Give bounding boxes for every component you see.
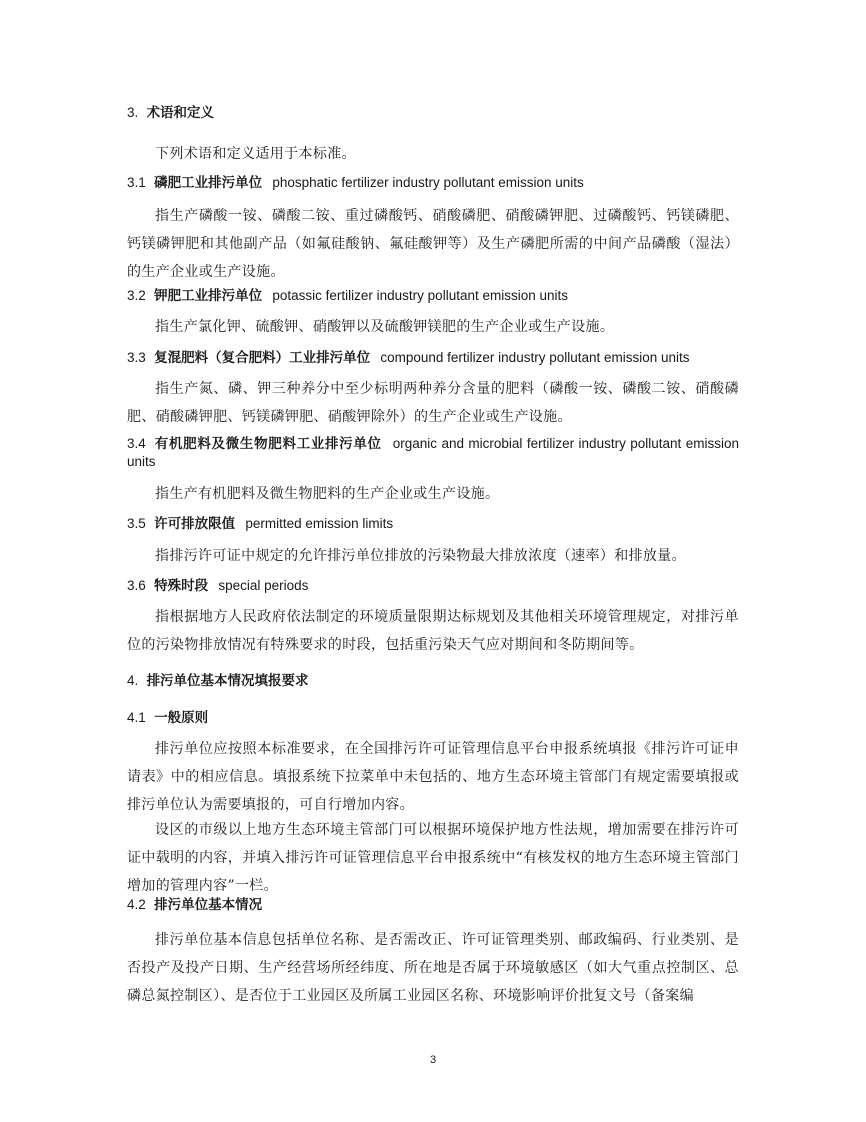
subsection-number: 4.1 (127, 710, 146, 725)
term-3-5-heading (127, 514, 739, 534)
term-3-1-definition: 指生产磷酸一铵、磷酸二铵、重过磷酸钙、硝酸磷肥、硝酸磷钾肥、过磷酸钙、钙镁磷肥、钙镁磷钾肥和其他副产品（如氟硅酸钠、氟硅酸钾等）及生产磷肥所需的中间产品磷酸（湿法）的生产企业或生产设施。 (127, 208, 739, 280)
term-en: potassic fertilizer industry pollutant emission units (272, 288, 569, 303)
subsection-4-2-heading (127, 895, 739, 915)
term-3-2-heading (127, 286, 739, 306)
page-number: 3 (429, 1054, 437, 1066)
term-cn: 磷肥工业排污单位 (154, 175, 263, 191)
subsection-title: 一般原则 (154, 710, 209, 726)
term-3-3-heading (127, 348, 739, 368)
section-title: 排污单位基本情况填报要求 (146, 673, 309, 689)
term-number: 3.1 (127, 175, 146, 190)
subsection-4-2-paragraph-1: 排污单位基本信息包括单位名称、是否需改正、许可证管理类别、邮政编码、行业类别、是否投产及投产日期、生产经营场所经纬度、所在地是否属于环境敏感区（如大气重点控制区、总磷总氮控制区）、是否位于工业园区及所属工业园区名称、环境影响评价批复文号（备案编 (127, 932, 739, 1004)
section-3-intro: 下列术语和定义适用于本标准。 (155, 146, 356, 162)
term-3-2-definition: 指生产氯化钾、硫酸钾、硝酸钾以及硫酸钾镁肥的生产企业或生产设施。 (155, 319, 615, 335)
term-number: 3.4 (127, 436, 146, 451)
term-3-4-definition: 指生产有机肥料及微生物肥料的生产企业或生产设施。 (155, 486, 500, 502)
term-cn: 钾肥工业排污单位 (154, 288, 263, 304)
section-title: 术语和定义 (146, 105, 215, 121)
term-3-1-heading (127, 173, 739, 193)
term-en: permitted emission limits (245, 516, 394, 531)
term-3-5-definition: 指排污许可证中规定的允许排污单位排放的污染物最大排放浓度（速率）和排放量。 (155, 548, 686, 564)
subsection-4-1-paragraph-1: 排污单位应按照本标准要求，在全国排污许可证管理信息平台申报系统填报《排污许可证申请表》中的相应信息。填报系统下拉菜单中未包括的、地方生态环境主管部门有规定需要填报或排污单位认为需要填报的，可自行增加内容。 (127, 741, 739, 813)
section-number: 3. (127, 105, 139, 120)
term-3-6-heading (127, 576, 739, 596)
term-number: 3.3 (127, 350, 146, 365)
subsection-number: 4.2 (127, 897, 146, 912)
subsection-4-1-heading (127, 708, 739, 728)
section-3-heading (127, 103, 739, 123)
term-cn: 有机肥料及微生物肥料工业排污单位 (154, 436, 382, 452)
term-en: special periods (218, 578, 309, 593)
term-3-3-definition: 指生产氮、磷、钾三种养分中至少标明两种养分含量的肥料（磷酸一铵、磷酸二铵、硝酸磷肥、硝酸磷钾肥、钙镁磷钾肥、硝酸钾除外）的生产企业或生产设施。 (127, 381, 739, 425)
term-en: compound fertilizer industry pollutant emission units (380, 350, 690, 365)
term-cn: 复混肥料（复合肥料）工业排污单位 (154, 350, 371, 366)
term-number: 3.6 (127, 578, 146, 593)
section-number: 4. (127, 673, 139, 688)
subsection-title: 排污单位基本情况 (154, 897, 263, 913)
term-number: 3.5 (127, 516, 146, 531)
term-number: 3.2 (127, 288, 146, 303)
term-en: organic and microbial fertilizer industry pollutant emission units (127, 436, 740, 469)
subsection-4-1-paragraph-2: 设区的市级以上地方生态环境主管部门可以根据环境保护地方性法规，增加需要在排污许可证中载明的内容，并填入排污许可证管理信息平台申报系统中“有核发权的地方生态环境主管部门增加的管理内容”一栏。 (127, 822, 739, 894)
term-3-6-definition: 指根据地方人民政府依法制定的环境质量限期达标规划及其他相关环境管理规定，对排污单位的污染物排放情况有特殊要求的时段，包括重污染天气应对期间和冬防期间等。 (127, 609, 739, 653)
section-4-heading (127, 671, 739, 691)
term-cn: 许可排放限值 (154, 516, 236, 532)
term-cn: 特殊时段 (154, 578, 209, 594)
term-3-4-heading (127, 435, 739, 471)
term-en: phosphatic fertilizer industry pollutant emission units (272, 175, 584, 190)
